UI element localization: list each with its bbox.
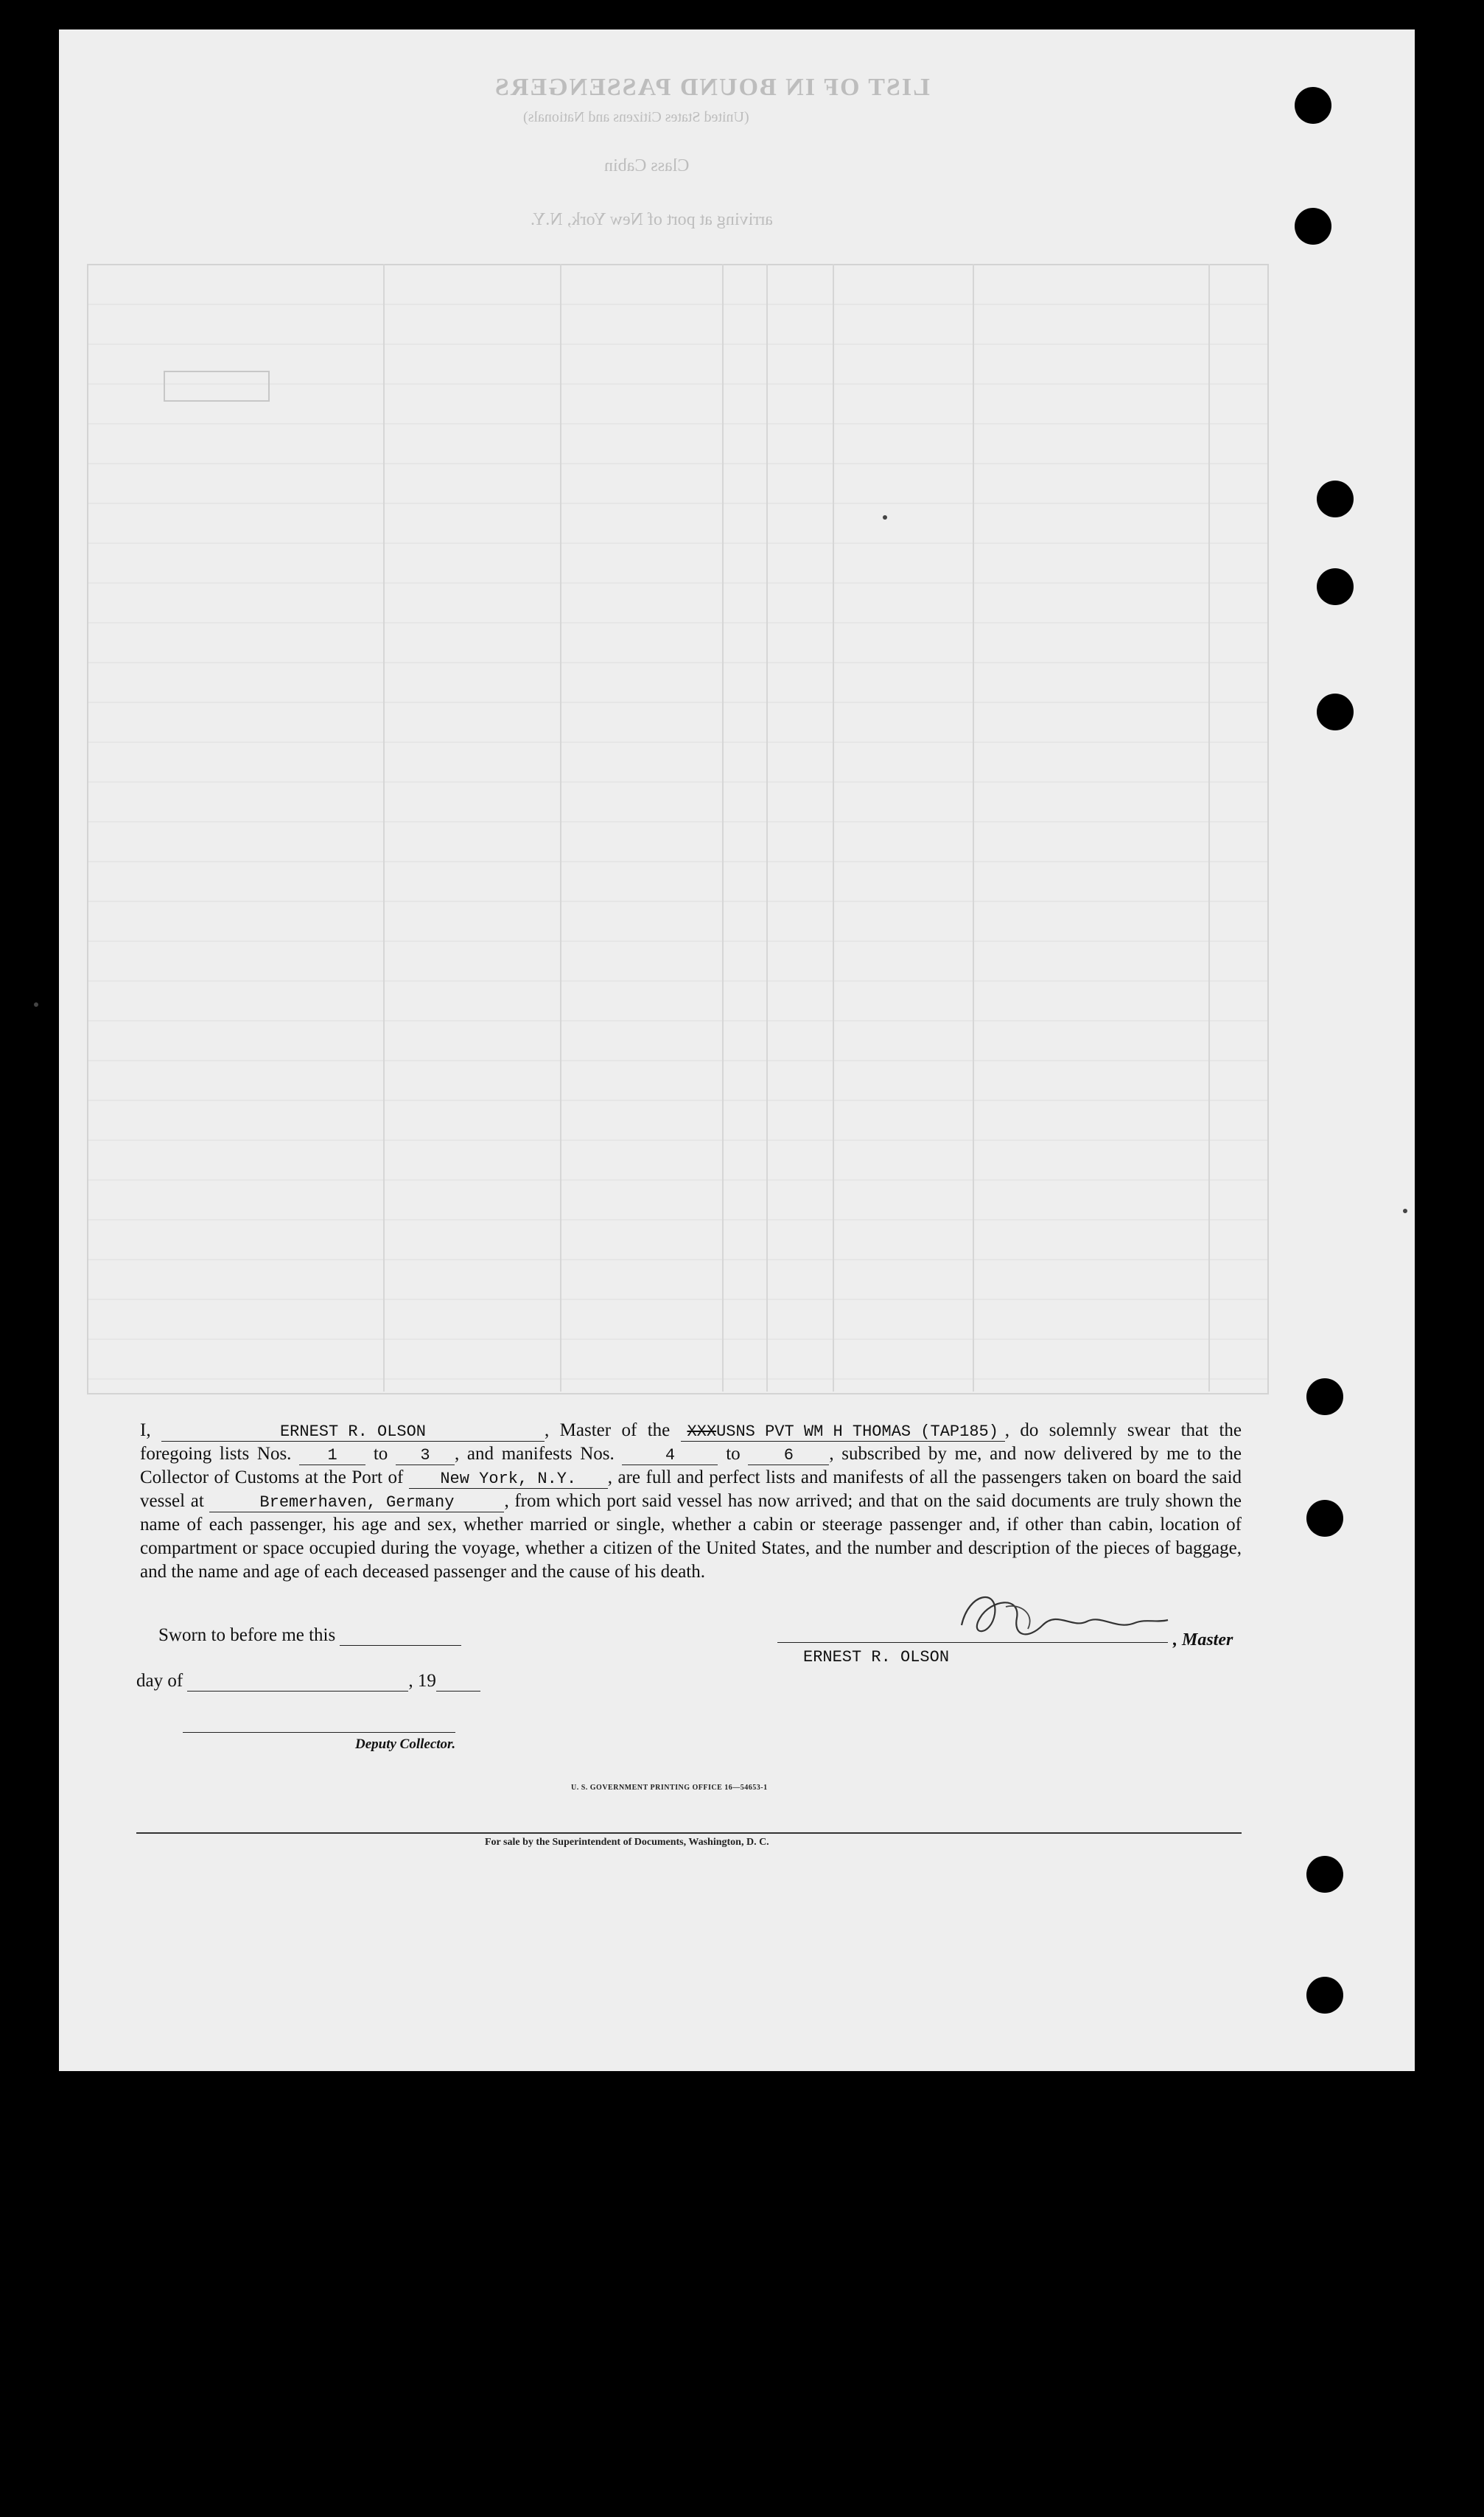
year-blank (436, 1673, 480, 1692)
year-label: , 19 (408, 1671, 436, 1691)
vessel-name-field (681, 1423, 1005, 1442)
vessel-name: USNS PVT WM H THOMAS (TAP185) (716, 1422, 998, 1441)
oath-text: to (726, 1444, 741, 1464)
deputy-collector-label: Deputy Collector. (355, 1736, 456, 1752)
day-line (136, 1671, 480, 1692)
manifest-to-field: 6 (748, 1447, 829, 1465)
ink-speck (1403, 1209, 1407, 1213)
list-from-field: 1 (299, 1447, 365, 1465)
bleed-column-line (1208, 264, 1210, 1392)
footer-rule (136, 1832, 1242, 1834)
oath-opening: I, (140, 1420, 151, 1440)
day-blank (187, 1673, 408, 1692)
bleed-stamp-box (164, 371, 270, 402)
oath-text: , and manifests Nos. (454, 1444, 615, 1464)
bleed-subtitle: (United States Citizens and Nationals) (523, 109, 749, 125)
bleed-arriving-line: arriving at port of New York, N.Y. (531, 210, 773, 229)
punch-hole (1306, 1977, 1343, 2014)
deputy-signature-line (183, 1732, 455, 1733)
bleed-table-ghost (87, 264, 1269, 1394)
punch-hole (1317, 481, 1354, 517)
oath-text: , are full and perfect lists and manifests of all the passengers taken on board the said vessel at (140, 1467, 1242, 1511)
ink-speck (34, 1002, 38, 1007)
bleed-column-line (722, 264, 724, 1392)
sworn-date-blank (340, 1627, 461, 1646)
sworn-label: Sworn to before me this (158, 1625, 336, 1645)
master-signature-line (777, 1642, 1168, 1643)
oath-text: , do solemnly swear that the foregoing lists Nos. (140, 1420, 1242, 1464)
list-to-field: 3 (396, 1447, 455, 1465)
master-name-field: ERNEST R. OLSON (161, 1423, 545, 1442)
for-sale-notice: For sale by the Superintendent of Documents, Washington, D. C. (485, 1837, 769, 1848)
day-label: day of (136, 1671, 183, 1691)
oath-text: , from which port said vessel has now arrived; and that on the said documents are truly shown the name of each passenger, his age and sex, whether married or single, whether a cabin or steerage passenger and, if other than cabin, location of compartment or space occupied during the voyage, whether a citizen of the United States, and the number and description of the pieces of baggage, and the name and age of each deceased passenger and the cause of his death. (140, 1491, 1242, 1582)
master-label: , Master (1173, 1630, 1233, 1650)
oath-text: to (373, 1444, 388, 1464)
ink-speck (883, 515, 887, 520)
punch-hole (1317, 694, 1354, 730)
oath-text: , Master of the (545, 1420, 671, 1440)
vessel-prefix: XXX (687, 1422, 717, 1441)
master-signature (954, 1585, 1175, 1651)
punch-hole (1295, 208, 1331, 245)
master-typed-name: ERNEST R. OLSON (803, 1648, 950, 1666)
bleed-column-line (560, 264, 561, 1392)
punch-hole (1295, 87, 1331, 124)
punch-hole (1306, 1856, 1343, 1893)
oath-paragraph (140, 1419, 1242, 1584)
bleed-column-line (383, 264, 385, 1392)
bleed-column-line (766, 264, 768, 1392)
bleed-title: LIST OF IN BOUND PASSENGERS (494, 74, 930, 101)
port-field: New York, N.Y. (409, 1470, 608, 1489)
manifest-from-field: 4 (622, 1447, 718, 1465)
bleed-class-line: Class Cabin (604, 156, 690, 175)
oath-text: , subscribed by me, and now delivered by me to the Collector of Customs at the Port of (140, 1444, 1242, 1487)
bleed-column-line (973, 264, 974, 1392)
punch-hole (1317, 568, 1354, 605)
punch-hole (1306, 1500, 1343, 1537)
bleed-column-line (833, 264, 834, 1392)
punch-hole (1306, 1378, 1343, 1415)
departure-port-field: Bremerhaven, Germany (209, 1494, 504, 1512)
gpo-imprint: U. S. GOVERNMENT PRINTING OFFICE 16—54653-1 (571, 1784, 768, 1792)
sworn-line (158, 1625, 461, 1646)
